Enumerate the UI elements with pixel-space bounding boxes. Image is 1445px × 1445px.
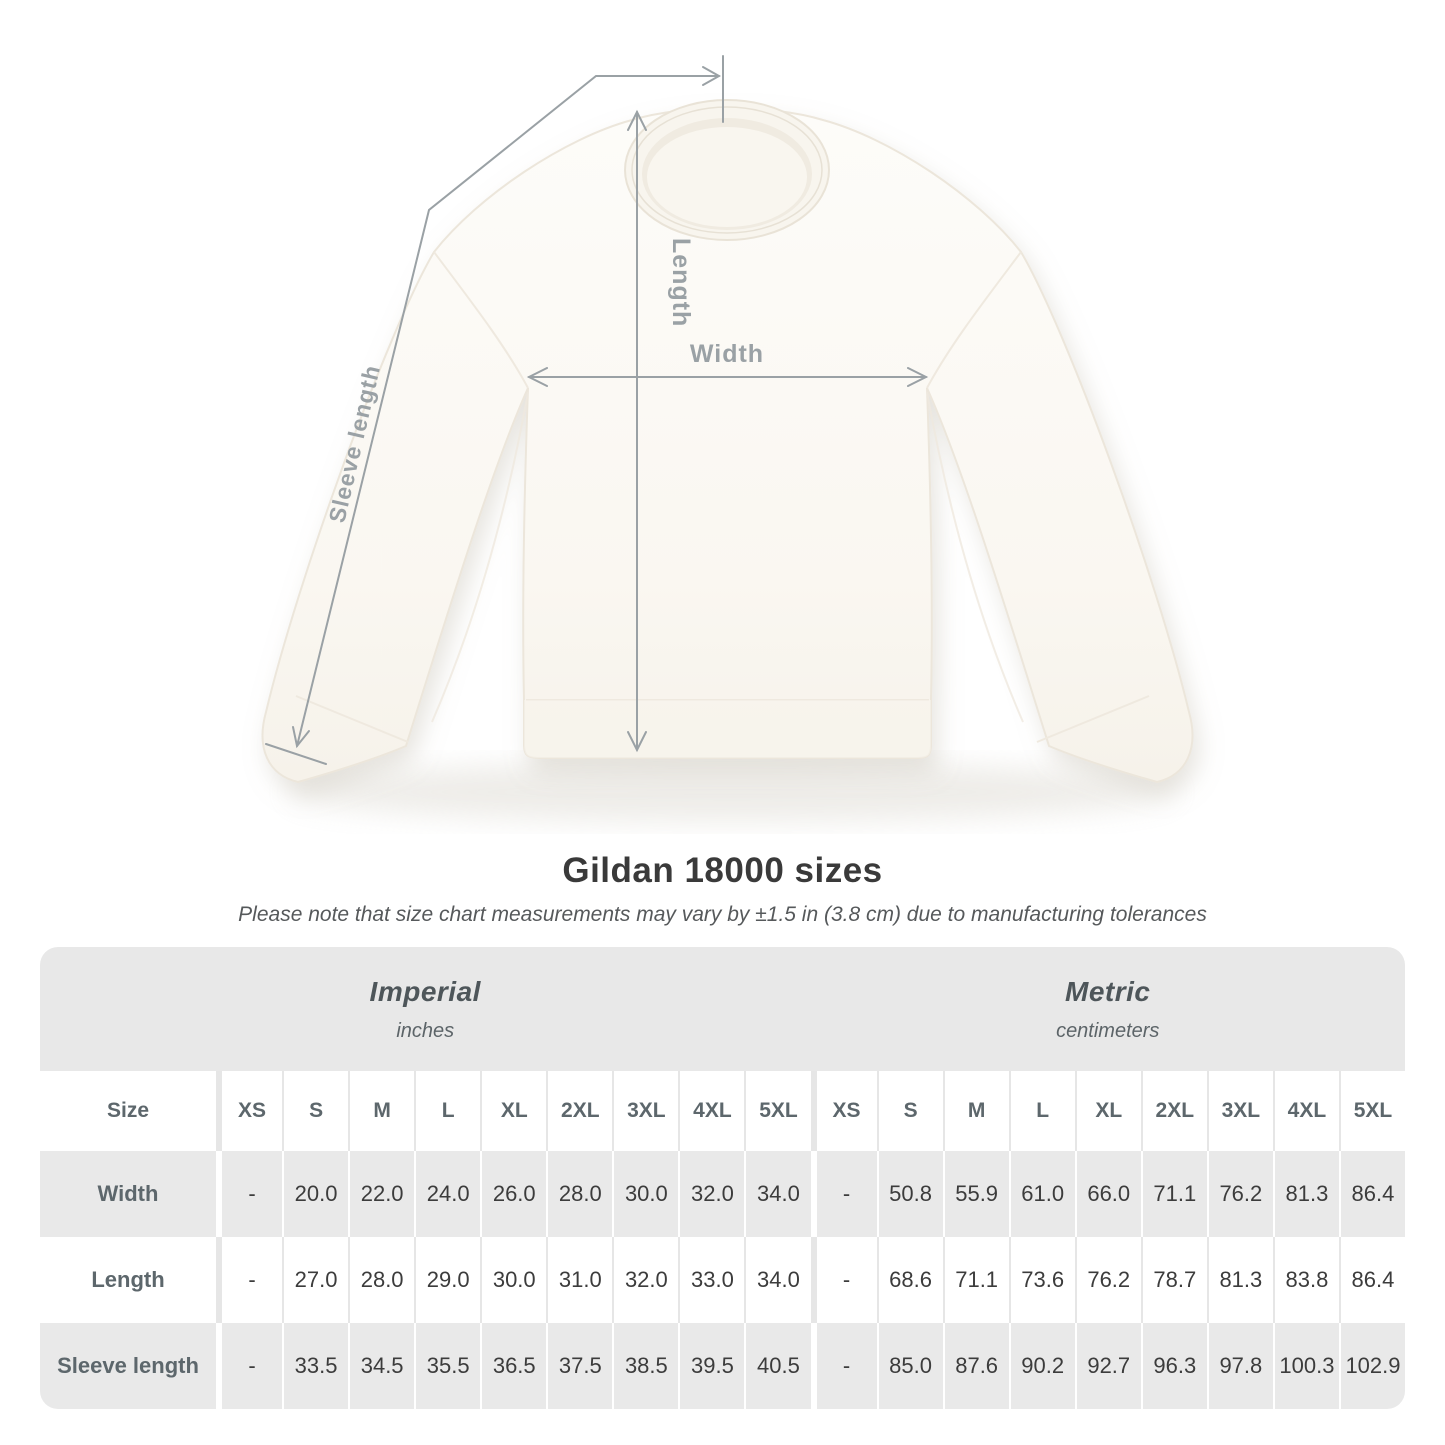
- garment-shadow: [287, 762, 1177, 822]
- size-col-header: 3XL: [612, 1071, 678, 1151]
- table-cell: 30.0: [480, 1237, 546, 1323]
- imperial-header: [40, 947, 811, 1071]
- table-cell: 26.0: [480, 1151, 546, 1237]
- table-cell: 24.0: [414, 1151, 480, 1237]
- row-label: Sleeve length: [57, 1353, 199, 1378]
- size-col-header: 5XL: [744, 1071, 810, 1151]
- table-cell: 32.0: [612, 1237, 678, 1323]
- table-cell: 76.2: [1075, 1237, 1141, 1323]
- size-col-header: 5XL: [1339, 1071, 1405, 1151]
- length-measure-label: Length: [667, 238, 695, 328]
- table-cell: 29.0: [414, 1237, 480, 1323]
- table-cell: 86.4: [1339, 1237, 1405, 1323]
- table-cell: 97.8: [1207, 1323, 1273, 1409]
- size-col-header: 4XL: [678, 1071, 744, 1151]
- size-col-header: 3XL: [1207, 1071, 1273, 1151]
- table-cell: 71.1: [943, 1237, 1009, 1323]
- size-column-title: Size: [106, 1099, 150, 1122]
- centimeters-label: centimeters: [1056, 1019, 1160, 1042]
- size-col-header: S: [877, 1071, 943, 1151]
- table-cell: 32.0: [678, 1151, 744, 1237]
- table-cell: 30.0: [612, 1151, 678, 1237]
- table-cell: 92.7: [1075, 1323, 1141, 1409]
- size-col-header: 4XL: [1273, 1071, 1339, 1151]
- size-col-header: XL: [480, 1071, 546, 1151]
- table-cell: 66.0: [1075, 1151, 1141, 1237]
- inches-label: inches: [396, 1019, 455, 1042]
- size-col-header: M: [943, 1071, 1009, 1151]
- table-cell: 102.9: [1339, 1323, 1405, 1409]
- table-cell: -: [216, 1237, 282, 1323]
- table-cell: 81.3: [1207, 1237, 1273, 1323]
- table-cell: -: [811, 1237, 877, 1323]
- table-row-width: [40, 1151, 1405, 1237]
- row-label: Width: [97, 1181, 159, 1206]
- table-cell: 37.5: [546, 1323, 612, 1409]
- sleeve-length-measure-label: Sleeve length: [323, 362, 386, 526]
- width-measure-label: Width: [689, 340, 765, 368]
- table-cell: -: [216, 1151, 282, 1237]
- size-col-header: S: [282, 1071, 348, 1151]
- table-cell: 36.5: [480, 1323, 546, 1409]
- table-cell: 73.6: [1009, 1237, 1075, 1323]
- unit-header-row: [40, 947, 1405, 1071]
- table-cell: 34.0: [744, 1151, 810, 1237]
- table-cell: 83.8: [1273, 1237, 1339, 1323]
- table-cell: 71.1: [1141, 1151, 1207, 1237]
- table-cell: 100.3: [1273, 1323, 1339, 1409]
- table-cell: 55.9: [943, 1151, 1009, 1237]
- collar: [625, 100, 829, 240]
- size-chart-table: [40, 947, 1405, 1409]
- table-cell: -: [216, 1323, 282, 1409]
- table-cell: 34.5: [348, 1323, 414, 1409]
- table-cell: -: [811, 1151, 877, 1237]
- table-cell: 81.3: [1273, 1151, 1339, 1237]
- table-cell: 33.5: [282, 1323, 348, 1409]
- table-cell: 22.0: [348, 1151, 414, 1237]
- table-cell: 85.0: [877, 1323, 943, 1409]
- imperial-label: Imperial: [369, 975, 481, 1007]
- table-cell: 28.0: [348, 1237, 414, 1323]
- size-col-header: 2XL: [546, 1071, 612, 1151]
- table-cell: -: [811, 1323, 877, 1409]
- table-cell: 31.0: [546, 1237, 612, 1323]
- size-col-header: XS: [811, 1071, 877, 1151]
- table-row-length: [40, 1237, 1405, 1323]
- size-col-header: L: [1009, 1071, 1075, 1151]
- table-cell: 39.5: [678, 1323, 744, 1409]
- size-header-row: [40, 1071, 1405, 1151]
- metric-header: [811, 947, 1406, 1071]
- table-cell: 87.6: [943, 1323, 1009, 1409]
- table-cell: 61.0: [1009, 1151, 1075, 1237]
- size-col-header: 2XL: [1141, 1071, 1207, 1151]
- hem-band: [524, 700, 931, 758]
- table-cell: 96.3: [1141, 1323, 1207, 1409]
- size-col-header: M: [348, 1071, 414, 1151]
- table-cell: 28.0: [546, 1151, 612, 1237]
- page-title: Gildan 18000 sizes: [562, 851, 883, 890]
- table-cell: 50.8: [877, 1151, 943, 1237]
- table-cell: 27.0: [282, 1237, 348, 1323]
- size-col-header: L: [414, 1071, 480, 1151]
- row-label: Length: [91, 1267, 165, 1292]
- table-row-sleeve-length: [40, 1323, 1405, 1409]
- size-col-header: XS: [216, 1071, 282, 1151]
- tolerance-note: Please note that size chart measurements may vary by ±1.5 in (3.8 cm) due to manufacturing tolerances: [238, 903, 1207, 926]
- metric-label: Metric: [1065, 975, 1151, 1007]
- table-cell: 76.2: [1207, 1151, 1273, 1237]
- table-cell: 40.5: [744, 1323, 810, 1409]
- table-cell: 20.0: [282, 1151, 348, 1237]
- size-col-header: XL: [1075, 1071, 1141, 1151]
- sweatshirt-image: [263, 100, 1193, 782]
- table-cell: 35.5: [414, 1323, 480, 1409]
- table-cell: 90.2: [1009, 1323, 1075, 1409]
- table-cell: 33.0: [678, 1237, 744, 1323]
- table-cell: 78.7: [1141, 1237, 1207, 1323]
- table-cell: 38.5: [612, 1323, 678, 1409]
- table-cell: 86.4: [1339, 1151, 1405, 1237]
- table-cell: 34.0: [744, 1237, 810, 1323]
- table-cell: 68.6: [877, 1237, 943, 1323]
